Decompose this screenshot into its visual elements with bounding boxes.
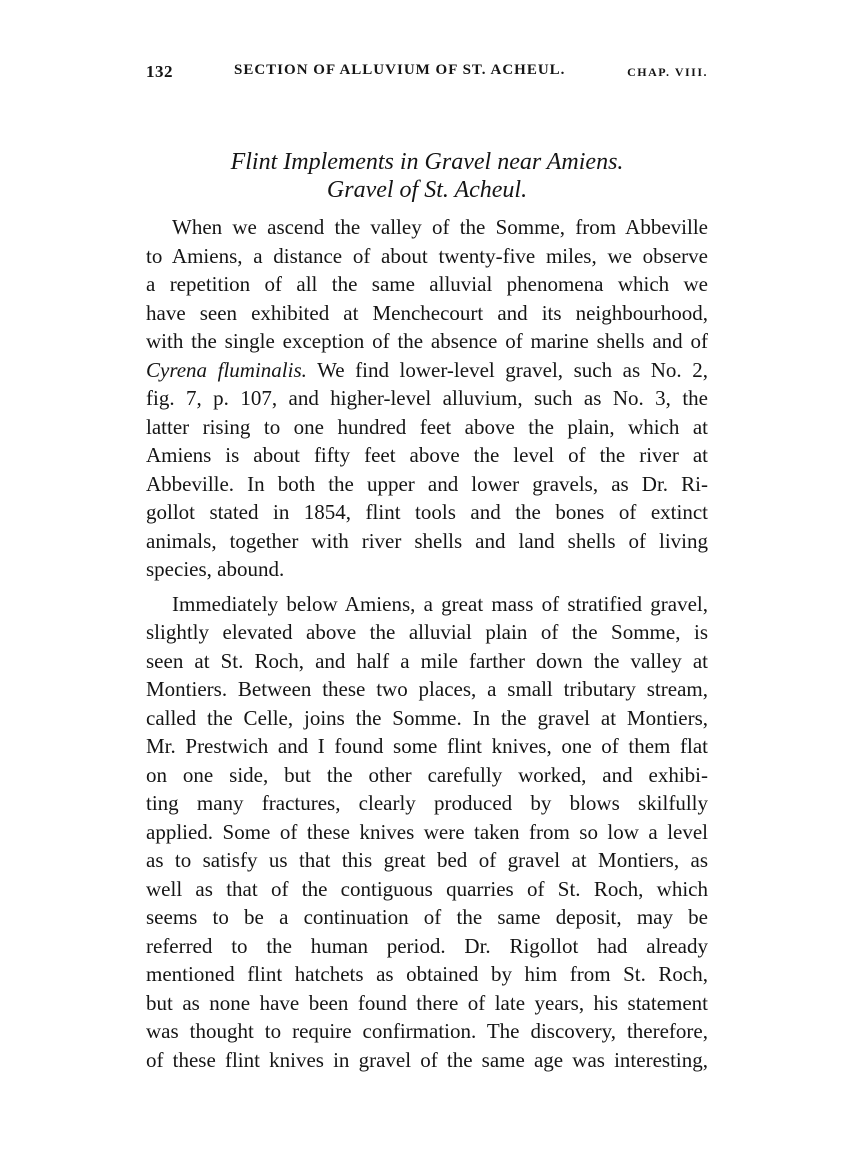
section-subheading: Gravel of St. Acheul. [326,177,528,203]
text-line: on one side, but the other carefully worked, and exhibi- [146,762,708,787]
species-name: Cyrena fluminalis. [146,357,307,382]
text-line: applied. Some of these knives were taken from so low a level [146,819,708,844]
paragraph-1 [146,213,708,584]
text-line: Immediately below Amiens, a great mass of stratified gravel, [172,591,708,616]
text-line: referred to the human period. Dr. Rigollot had already [146,933,708,958]
text-line: but as none have been found there of late years, his statement [146,990,708,1015]
text-line: to Amiens, a distance of about twenty-five miles, we observe [146,243,708,268]
chapter-label: CHAP. VIII. [627,65,708,79]
text-line: seems to be a continuation of the same deposit, may be [146,905,708,929]
text-line: species, abound. [146,557,285,581]
text-line: Amiens is about fifty feet above the level of the river at [146,443,708,467]
text-line: called the Celle, joins the Somme. In the gravel at Montiers, [146,705,708,730]
text-line: animals, together with river shells and land shells of living [146,528,708,553]
text-line-italic [146,356,708,385]
text-line: fig. 7, p. 107, and higher-level alluvium, such as No. 3, the [146,386,708,410]
body-text [146,213,708,1074]
text-line: was thought to require confirmation. The discovery, therefore, [146,1019,708,1043]
running-head [146,62,708,88]
text-line: latter rising to one hundred feet above the plain, which at [146,414,708,439]
text-line: of these flint knives in gravel of the same age was interesting, [146,1047,708,1072]
text-line: mentioned flint hatchets as obtained by him from St. Roch, [146,962,708,986]
text-line: as to satisfy us that this great bed of gravel at Montiers, as [146,848,708,872]
section-heading: Flint Implements in Gravel near Amiens. [230,149,624,175]
text-line: Montiers. Between these two places, a small tributary stream, [146,677,708,701]
text-line: ting many fractures, clearly produced by blows skilfully [146,791,708,815]
text-line: slightly elevated above the alluvial plain of the Somme, is [146,620,708,644]
text-line: with the single exception of the absence of marine shells and of [146,329,708,353]
paragraph-2 [146,590,708,1075]
running-title: SECTION OF ALLUVIUM OF ST. ACHEUL. [234,62,566,78]
text-line: have seen exhibited at Menchecourt and its neighbourhood, [146,300,708,325]
text-line: Abbeville. In both the upper and lower gravels, as Dr. Ri- [146,471,708,496]
text-line: well as that of the contiguous quarries of St. Roch, which [146,876,708,901]
text-line: gollot stated in 1854, flint tools and the bones of extinct [146,500,708,524]
text-line-rest: We find lower-level gravel, such as No. 2, [306,357,708,382]
text-line: seen at St. Roch, and half a mile farther down the valley at [146,648,708,673]
text-line: a repetition of all the same alluvial phenomena which we [146,272,708,296]
text-line: When we ascend the valley of the Somme, from Abbeville [172,215,708,239]
page-number: 132 [146,62,173,81]
text-line: Mr. Prestwich and I found some flint knives, one of them flat [146,734,708,758]
